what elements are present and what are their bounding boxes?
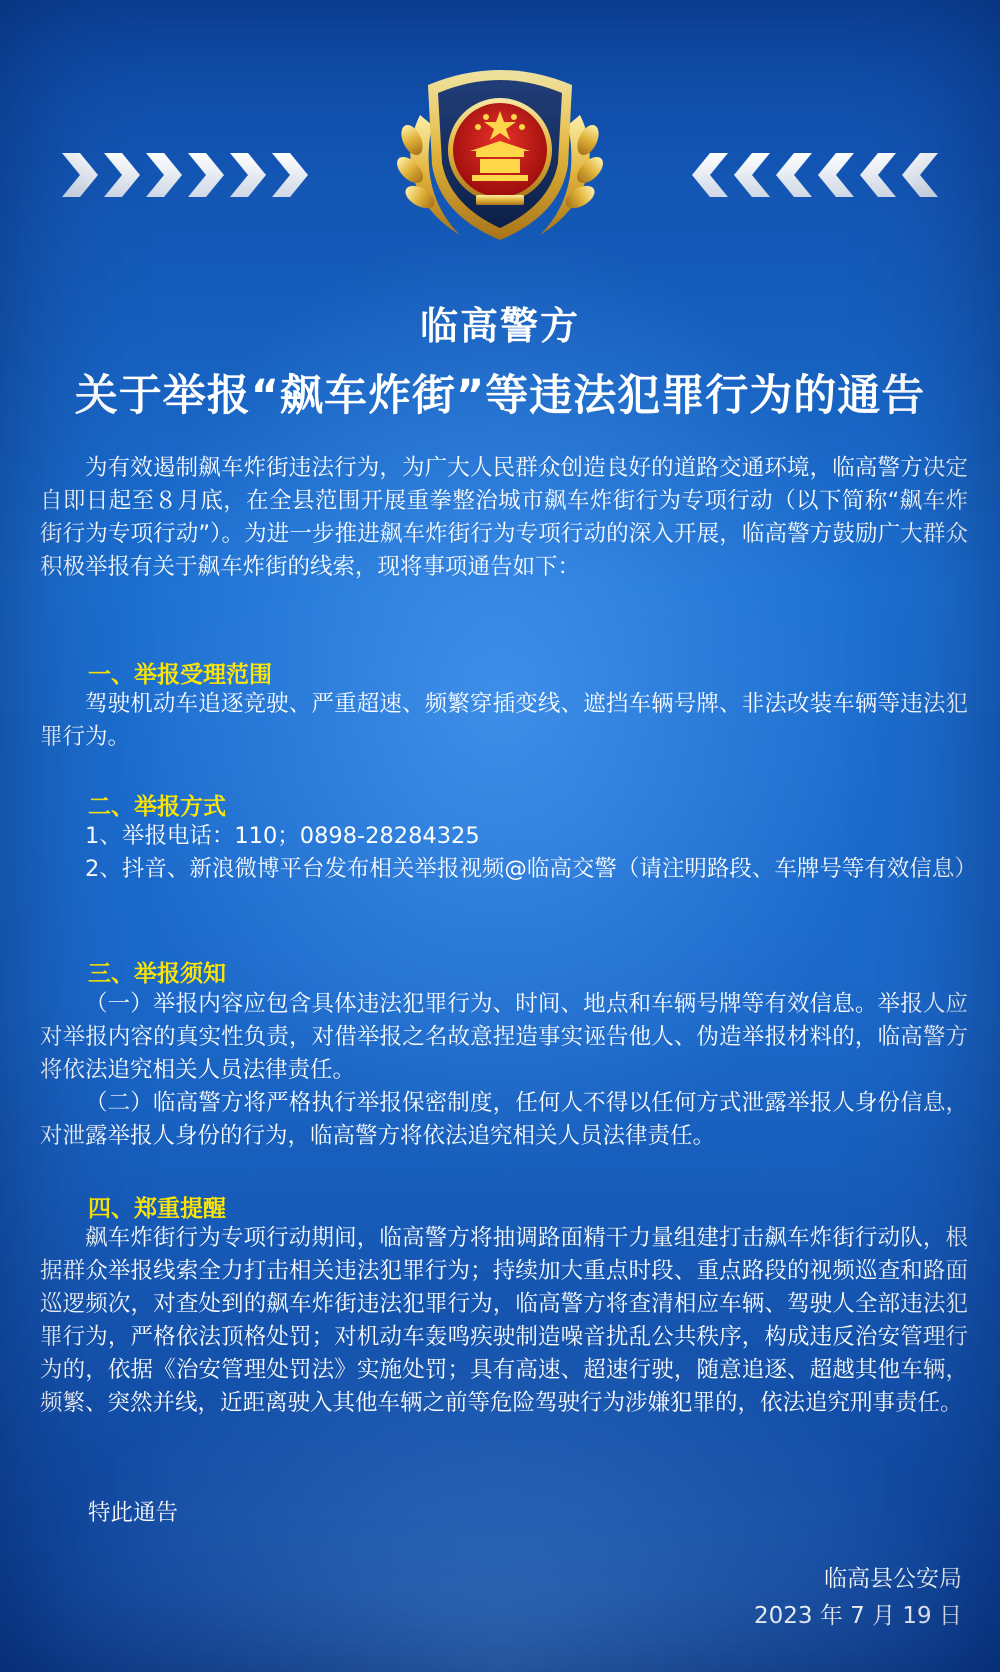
section-3-para2: （二）临高警方将严格执行举报保密制度，任何人不得以任何方式泄露举报人身份信息，对泄露举报人身份的行为，临高警方将依法追究相关人员法律责任。 — [40, 1090, 968, 1149]
police-emblem-icon — [390, 45, 610, 257]
section-2-item2: 2、抖音、新浪微博平台发布相关举报视频@临高交警（请注明路段、车牌号等有效信息） — [85, 856, 977, 882]
section-3-para1: （一）举报内容应包含具体违法犯罪行为、时间、地点和车辆号牌等有效信息。举报人应对举报内容的真实性负责，对借举报之名故意捏造事实诬告他人、伪造举报材料的，临高警方将依法追究相关人员法律责任。 — [40, 991, 968, 1083]
section-4-heading: 四、郑重提醒 — [88, 1196, 226, 1222]
signature-org: 临高县公安局 — [824, 1566, 962, 1592]
section-2-item1: 1、举报电话：110；0898-28284325 — [85, 823, 480, 849]
section-4-body: 飙车炸街行为专项行动期间，临高警方将抽调路面精干力量组建打击飙车炸街行动队，根据群众举报线索全力打击相关违法犯罪行为；持续加大重点时段、重点路段的视频巡查和路面巡逻频次，对查处到的飙车炸街违法犯罪行为，临高警方将查清相应车辆、驾驶人全部违法犯罪行为，严格依法顶格处罚；对机动车轰鸣疾驶制造噪音扰乱公共秩序，构成违反治安管理行为的，依据《治安管理处罚法》实施处罚；具有高速、超速行驶，随意追逐、超越其他车辆，频繁、突然并线，近距离驶入其他车辆之前等危险驾驶行为涉嫌犯罪的，依法追究刑事责任。 — [40, 1225, 968, 1416]
intro-paragraph: 为有效遏制飙车炸街违法行为，为广大人民群众创造良好的道路交通环境，临高警方决定自即日起至８月底，在全县范围开展重拳整治城市飙车炸街行为专项行动（以下简称“飙车炸街行为专项行动”）。为进一步推进飙车炸街行为专项行动的深入开展，临高警方鼓励广大群众积极举报有关于飙车炸街的线索，现将事项通告如下： — [40, 455, 968, 580]
section-1-heading: 一、举报受理范围 — [88, 662, 272, 688]
section-1-body: 驾驶机动车追逐竞驶、严重超速、频繁穿插变线、遮挡车辆号牌、非法改装车辆等违法犯罪行为。 — [40, 691, 968, 750]
notice-title-line2: 关于举报“飙车炸街”等违法犯罪行为的通告 — [74, 371, 926, 421]
notice-title-line1: 临高警方 — [419, 304, 580, 348]
closing-text: 特此通告 — [88, 1500, 179, 1526]
chevron-left-decoration-icon — [668, 145, 938, 205]
chevron-right-decoration-icon — [62, 145, 332, 205]
signature-date: 2023 年 7 月 19 日 — [754, 1603, 962, 1629]
section-3-heading: 三、举报须知 — [88, 961, 226, 987]
section-2-heading: 二、举报方式 — [88, 794, 226, 820]
